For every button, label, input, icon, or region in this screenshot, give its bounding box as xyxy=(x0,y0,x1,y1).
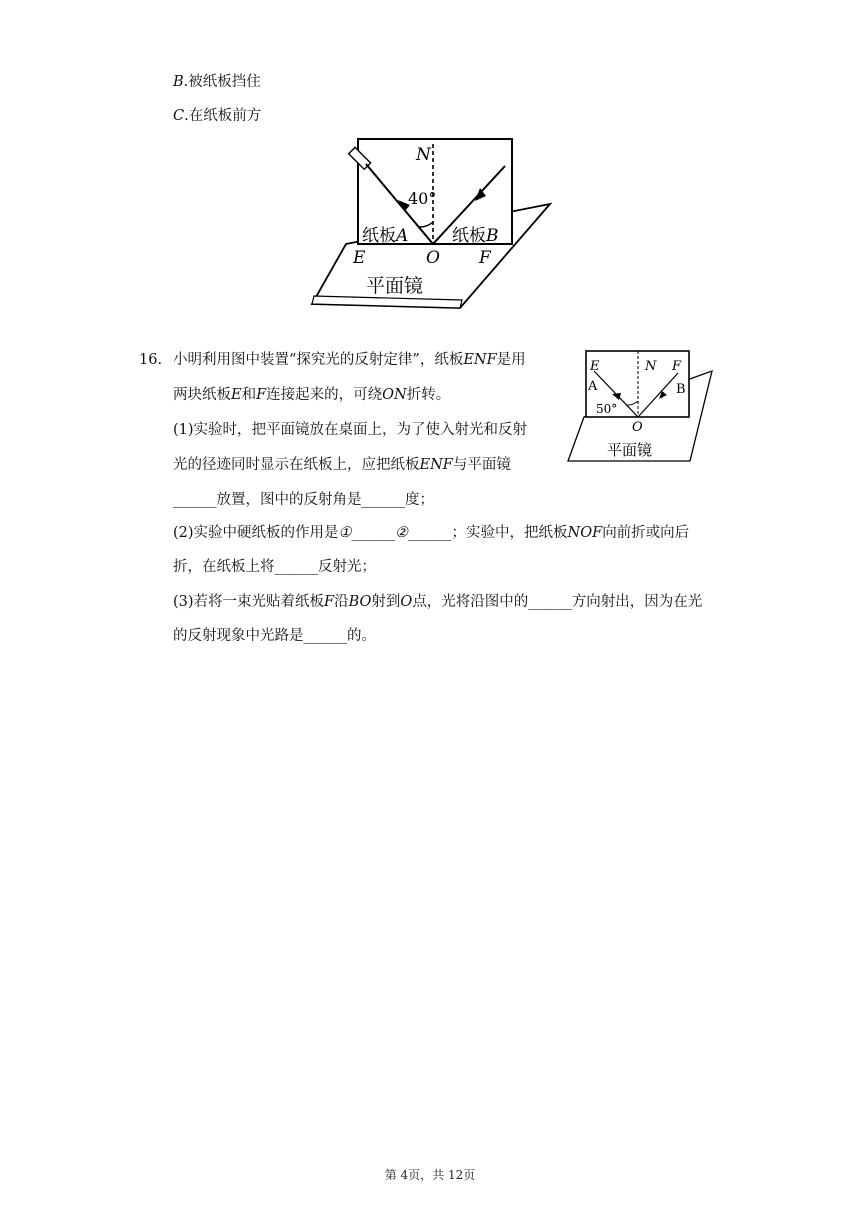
mirror-label: 平面镜 xyxy=(366,275,424,297)
label-a: A xyxy=(588,379,598,394)
q16-part1-line-3: ______放置，图中的反射角是______度； xyxy=(173,492,434,508)
q16-part1-line-2: 光的径迹同时显示在纸板上，应把纸板ENF与平面镜 xyxy=(173,457,511,473)
mirror-label: 平面镜 xyxy=(607,441,653,459)
question-number: 16. xyxy=(139,352,163,368)
label-o: O xyxy=(426,248,440,268)
option-b: B.被纸板挡住 xyxy=(173,74,261,90)
reflection-figure-1 xyxy=(300,132,570,312)
q16-part3-line-1: (3)若将一束光贴着纸板F沿BO射到O点，光将沿图中的______方向射出，因为在光 xyxy=(173,594,703,610)
reflection-figure-2 xyxy=(566,345,716,465)
label-o: O xyxy=(632,420,643,435)
label-f: F xyxy=(479,248,491,268)
board-b-label: 纸板B xyxy=(452,226,499,246)
board-a-label: 纸板A xyxy=(362,226,409,246)
q16-part2-line-1: (2)实验中硬纸板的作用是①______②______；实验中，把纸板NOF向前折或向后 xyxy=(173,525,690,541)
angle-50: 50° xyxy=(596,402,618,416)
q16-part1-line-1: (1)实验时，把平面镜放在桌面上，为了使入射光和反射 xyxy=(173,422,528,438)
q16-part2-line-2: 折，在纸板上将______反射光； xyxy=(173,559,376,575)
label-f: F xyxy=(672,359,682,374)
page-footer: 第 4页，共 12页 xyxy=(384,1168,476,1182)
q16-line-2: 两块纸板E和F连接起来的，可绕ON折转。 xyxy=(173,387,451,403)
option-c: C.在纸板前方 xyxy=(173,108,262,124)
label-n: N xyxy=(645,359,657,374)
label-e: E xyxy=(590,359,600,374)
label-b: B xyxy=(676,382,686,397)
label-e: E xyxy=(353,248,366,268)
label-n: N xyxy=(416,145,431,165)
q16-part3-line-2: 的反射现象中光路是______的。 xyxy=(173,628,376,644)
q16-line-1: 小明利用图中装置“探究光的反射定律”，纸板ENF是用 xyxy=(173,352,526,368)
angle-40: 40° xyxy=(408,189,437,208)
